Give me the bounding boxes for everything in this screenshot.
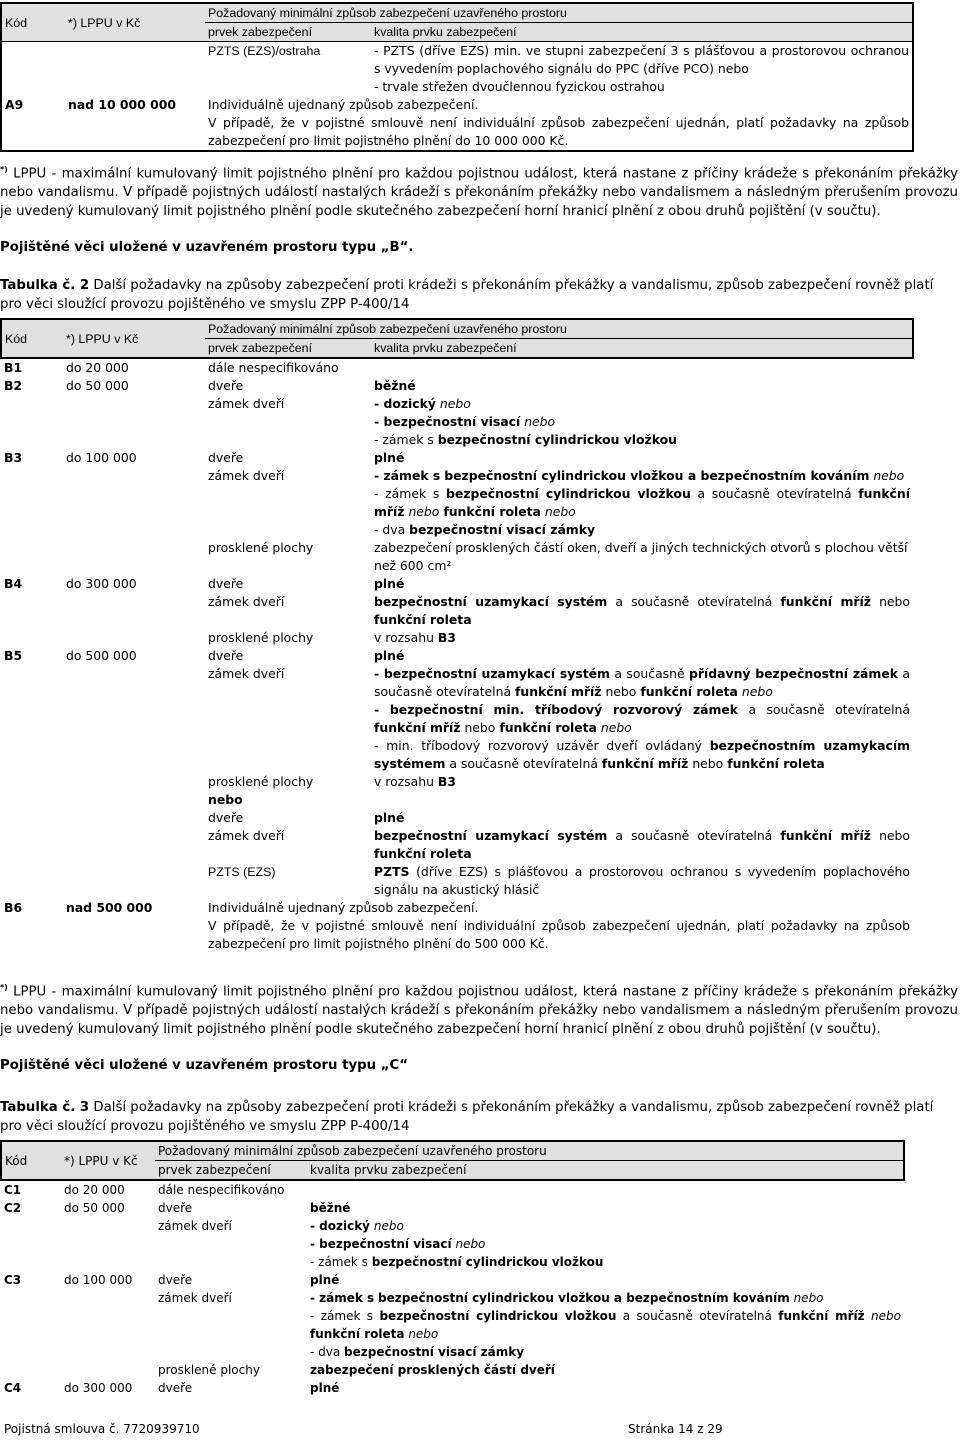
text-bold: funkční mříž: [780, 594, 871, 609]
header-element: prvek zabezpečení: [205, 339, 371, 359]
section-title-b: Pojištěné věci uložené v uzavřeném prostoru typu „B“.: [0, 240, 414, 255]
text-bold: bezpečnostní cylindrickou vložkou: [445, 486, 691, 501]
cell-element: zámek dveří: [158, 1291, 232, 1305]
cell-quality: běžné: [310, 1201, 351, 1215]
cell-element: dále nespecifikováno: [208, 360, 339, 375]
cell-quality: zabezpečení prosklených částí oken, dveří a jiných technických otvorů s plochou větší než 600 cm²: [374, 540, 908, 573]
text-bold: funkční roleta: [640, 684, 738, 699]
text-bold: bezpečnostní cylindrickou vložkou: [371, 1255, 604, 1269]
table-row: [1, 449, 913, 467]
text-bold: bezpečnostní uzamykací systém: [374, 594, 608, 609]
text-bold: - zámek s: [374, 468, 441, 483]
text-bold: bezpečnostním uzamykacím systémem: [374, 738, 910, 771]
text: - zámek s: [374, 486, 440, 501]
cell-code: B2: [4, 378, 23, 393]
text-bold: - bezpečnostní uzamykací systém: [374, 666, 610, 681]
cell-code: C2: [4, 1201, 22, 1215]
table-row: [1, 575, 913, 593]
cell-element: dveře: [158, 1273, 193, 1287]
cell-text: V případě, že v pojistné smlouvě není individuální způsob zabezpečení ujednán, platí požadavky na způsob zabezpečení pro limit pojistného plnění do 10 000 000 Kč.: [208, 115, 909, 148]
text-bold: - bezpečnostní visací: [374, 414, 521, 429]
cell-element: zámek dveří: [208, 666, 285, 681]
text-bold: bezpečnostní cylindrickou vložkou a bezpečnostním kováním: [378, 1291, 790, 1305]
cell-lppu: do 20 000: [66, 360, 129, 375]
cell-quality: plné: [310, 1273, 340, 1287]
text-bold: - bezpečnostní min. tříbodový rozvorový zámek: [374, 702, 739, 717]
table-row: [1, 96, 913, 151]
text-bold: bezpečnostní uzamykací systém: [374, 828, 608, 843]
cell-element: prosklené plochy: [208, 774, 314, 789]
cell-element: prosklené plochy: [208, 630, 314, 645]
cell-code: B1: [4, 360, 23, 375]
table-row: [1, 1217, 904, 1271]
table-b: [0, 318, 914, 953]
text: (dříve EZS) s plášťovou a prostorovou ochranou s vyvedením poplachového signálu na akustický hlásič: [374, 864, 910, 897]
text: - zámek s: [310, 1309, 374, 1323]
cell-quality: plné: [374, 810, 405, 825]
text: a současně otevíratelná: [697, 486, 852, 501]
text-italic: nebo: [871, 1309, 901, 1323]
caption-text: Další požadavky na způsoby zabezpečení proti krádeži s překonáním překážky a vandalismu, způsob zabezpečení rovněž platí pro věci sloužící provozu pojištěného ve smyslu ZPP P-400/14: [0, 1100, 934, 1134]
cell-text: V případě, že v pojistné smlouvě není individuální způsob zabezpečení ujednán, platí požadavky na způsob zabezpečení pro limit pojistného plnění do 500 000 Kč.: [208, 918, 910, 951]
text: - zámek s: [310, 1255, 368, 1269]
header-requirement: Požadovaný minimální způsob zabezpečení uzavřeného prostoru: [155, 1141, 904, 1161]
cell-lppu: do 300 000: [66, 576, 137, 591]
table-row: [1, 358, 913, 377]
table-c: [0, 1140, 905, 1397]
text-bold: bezpečnostní cylindrickou vložkou a bezpečnostním kováním: [444, 468, 870, 483]
text-italic: nebo: [544, 504, 576, 519]
text-italic: nebo: [373, 1219, 404, 1233]
text: nebo: [464, 720, 496, 735]
cell-lppu: do 50 000: [66, 378, 129, 393]
cell-element: dveře: [208, 378, 244, 393]
cell-element: prosklené plochy: [208, 540, 314, 555]
cell-lppu: do 50 000: [64, 1201, 125, 1215]
table-row: [1, 1289, 904, 1361]
cell-element: prosklené plochy: [158, 1363, 260, 1377]
cell-lppu: do 20 000: [64, 1183, 125, 1197]
cell-quality: běžné: [374, 378, 416, 393]
table-row: [1, 539, 913, 575]
table-row: [1, 773, 913, 791]
cell-quality: plné: [374, 648, 405, 663]
table-row: [1, 809, 913, 827]
cell-quality: plné: [374, 450, 405, 465]
cell-code: B5: [4, 648, 23, 663]
text-bold: - zámek s: [310, 1291, 375, 1305]
text-bold: funkční roleta: [443, 504, 541, 519]
text: a současně otevíratelná: [374, 666, 910, 699]
caption-text: Další požadavky na způsoby zabezpečení proti krádeži s překonáním překážky a vandalismu, způsob zabezpečení rovněž platí pro věci sloužící provozu pojištěného ve smyslu ZPP P-400/14: [0, 278, 934, 312]
cell-lppu: nad 10 000 000: [68, 97, 176, 112]
caption-label: Tabulka č. 3: [0, 1100, 90, 1115]
cell-element: dále nespecifikováno: [158, 1183, 285, 1197]
cell-lppu: nad 500 000: [66, 900, 153, 915]
cell-lppu: do 100 000: [66, 450, 137, 465]
table-a-header-row: [1, 3, 913, 23]
text-bold: funkční mříž: [778, 1309, 865, 1323]
text-bold: bezpečnostní cylindrickou vložkou: [379, 1309, 617, 1323]
text: a současně otevíratelná: [615, 594, 773, 609]
footer-contract-number: Pojistná smlouva č. 7720939710: [4, 1422, 200, 1436]
text-bold: funkční roleta: [499, 720, 597, 735]
text-bold: - bezpečnostní visací: [310, 1237, 452, 1251]
text-italic: nebo: [439, 396, 471, 411]
text: - zámek s: [374, 432, 434, 447]
text-bold: funkční mříž: [374, 486, 910, 519]
cell-element: dveře: [208, 576, 244, 591]
text-bold: funkční roleta: [374, 846, 472, 861]
text: a současně otevíratelná: [449, 756, 598, 771]
text-italic: nebo: [873, 468, 905, 483]
text-bold: funkční mříž: [515, 684, 602, 699]
table-row: [1, 1271, 904, 1289]
text: nebo: [879, 828, 910, 843]
text-bold: bezpečnostní visací zámky: [409, 522, 596, 537]
text-bold: přídavný bezpečnostní zámek: [689, 666, 898, 681]
cell-element: nebo: [208, 792, 243, 807]
text-italic: nebo: [793, 1291, 824, 1305]
caption-c: [0, 1098, 958, 1136]
cell-text: Individuálně ujednaný způsob zabezpečení.: [208, 97, 479, 112]
footnote-text: LPPU - maximální kumulovaný limit pojistného plnění pro každou pojistnou událost, která nastane z příčiny krádeže s překonáním překážky nebo vandalismu. V případě pojistných událostí nastalých krádeží s překonáním překážky nebo vandalismem a následným přerušením provozu je uvedený kumulovaný limit pojistného plnění podle skutečného zabezpečení horní hranicí plnění z obou druhů pojištění (v součtu).: [0, 984, 958, 1038]
table-row: [1, 791, 913, 809]
header-lppu: *) LPPU v Kč: [61, 1141, 155, 1180]
cell-element: zámek dveří: [208, 594, 285, 609]
caption-b: [0, 276, 958, 314]
cell-element: dveře: [158, 1381, 193, 1395]
cell-element: dveře: [208, 810, 244, 825]
text-italic: nebo: [455, 1237, 486, 1251]
table-row: [1, 1199, 904, 1217]
text-bold: bezpečnostní cylindrickou vložkou: [437, 432, 678, 447]
table-row: [1, 1180, 904, 1199]
text-bold: funkční roleta: [727, 756, 825, 771]
cell-element: zámek dveří: [208, 468, 285, 483]
text-bold: funkční mříž: [374, 720, 461, 735]
table-row: [1, 395, 913, 449]
header-element: prvek zabezpečení: [205, 23, 371, 42]
cell-element: dveře: [158, 1201, 193, 1215]
header-element: prvek zabezpečení: [155, 1161, 307, 1181]
footnote-mark: *): [0, 983, 8, 992]
header-quality: kvalita prvku zabezpečení: [371, 23, 913, 42]
header-code: Kód: [1, 319, 63, 358]
table-row: [1, 593, 913, 629]
text: a současně: [614, 666, 685, 681]
header-code: Kód: [1, 3, 65, 42]
table-row: [1, 1361, 904, 1379]
footnote-mark: *): [0, 165, 8, 174]
text: v rozsahu: [374, 630, 434, 645]
table-row: [1, 377, 913, 395]
table-row: [1, 629, 913, 647]
header-requirement: Požadovaný minimální způsob zabezpečení uzavřeného prostoru: [205, 319, 913, 339]
text-bold: B3: [437, 774, 456, 789]
header-lppu: *) LPPU v Kč: [65, 3, 205, 42]
text-bold: B3: [437, 630, 456, 645]
table-row: [1, 647, 913, 665]
cell-quality: plné: [374, 576, 405, 591]
cell-code: B4: [4, 576, 23, 591]
table-row: [1, 827, 913, 863]
text-bold: - dozický: [374, 396, 436, 411]
cell-element: dveře: [208, 648, 244, 663]
table-row: [1, 899, 913, 953]
text: nebo: [605, 684, 637, 699]
text-bold: PZTS: [374, 864, 410, 879]
footnote-text: LPPU - maximální kumulovaný limit pojistného plnění pro každou pojistnou událost, která nastane z příčiny krádeže s překonáním překážky nebo vandalismu. V případě pojistných událostí nastalých krádeží s překonáním překážky nebo vandalismem a následným přerušením provozu je uvedený kumulovaný limit pojistného plnění podle skutečného zabezpečení horní hranicí plnění z obou druhů pojištění (v součtu).: [0, 166, 958, 220]
footnote-a: [0, 160, 958, 221]
text-italic: nebo: [408, 1327, 439, 1341]
cell-lppu: do 300 000: [64, 1381, 133, 1395]
cell-element: zámek dveří: [208, 396, 285, 411]
cell-element: dveře: [208, 450, 244, 465]
header-lppu: *) LPPU v Kč: [63, 319, 205, 358]
table-row: [1, 467, 913, 539]
text: - min. tříbodový rozvorový uzávěr dveří ovládaný: [374, 738, 702, 753]
section-title-c: Pojištěné věci uložené v uzavřeném prostoru typu „C“: [0, 1058, 409, 1073]
text: a současně otevíratelná: [622, 1309, 772, 1323]
cell-code: C4: [4, 1381, 22, 1395]
text: nebo: [879, 594, 910, 609]
text-italic: nebo: [524, 414, 556, 429]
text: nebo: [692, 756, 724, 771]
cell-lppu: do 100 000: [64, 1273, 133, 1287]
footnote-b: [0, 978, 958, 1039]
cell-quality: - PZTS (dříve EZS) min. ve stupni zabezpečení 3 s plášťovou a prostorovou ochranou s vyvedením poplachového signálu do PPC (dříve PCO) nebo: [374, 43, 909, 76]
cell-quality: plné: [310, 1381, 340, 1395]
caption-label: Tabulka č. 2: [0, 278, 90, 293]
text-bold: funkční roleta: [310, 1327, 405, 1341]
text: a současně otevíratelná: [615, 828, 773, 843]
table-row: [1, 665, 913, 773]
text: - dva: [374, 522, 406, 537]
cell-text: Individuálně ujednaný způsob zabezpečení.: [208, 900, 479, 915]
cell-code: A9: [5, 97, 24, 112]
text-bold: funkční roleta: [374, 612, 472, 627]
header-quality: kvalita prvku zabezpečení: [371, 339, 913, 359]
cell-lppu: do 500 000: [66, 648, 137, 663]
text-bold: funkční mříž: [780, 828, 871, 843]
text-bold: funkční mříž: [601, 756, 689, 771]
text-italic: nebo: [408, 504, 440, 519]
text-italic: nebo: [600, 720, 632, 735]
table-row: [1, 863, 913, 899]
cell-element: PZTS (EZS): [208, 865, 276, 879]
header-quality: kvalita prvku zabezpečení: [307, 1161, 904, 1181]
text-bold: - dozický: [310, 1219, 371, 1233]
cell-element: zámek dveří: [158, 1219, 232, 1233]
cell-element: PZTS (EZS)/ostraha: [208, 44, 321, 58]
table-a: [0, 2, 914, 152]
cell-quality: - trvale střežen dvoučlennou fyzickou ostrahou: [374, 79, 665, 94]
cell-code: B3: [4, 450, 23, 465]
header-requirement: Požadovaný minimální způsob zabezpečení uzavřeného prostoru: [205, 3, 913, 23]
table-row: [1, 1379, 904, 1397]
text: v rozsahu: [374, 774, 434, 789]
cell-code: B6: [4, 900, 23, 915]
text: - dva: [310, 1345, 341, 1359]
cell-code: C3: [4, 1273, 22, 1287]
cell-code: C1: [4, 1183, 22, 1197]
cell-element: zámek dveří: [208, 828, 285, 843]
table-row: [1, 42, 913, 97]
footer-page-number: Stránka 14 z 29: [628, 1422, 723, 1436]
text-italic: nebo: [741, 684, 773, 699]
header-code: Kód: [1, 1141, 61, 1180]
text-bold: bezpečnostní visací zámky: [344, 1345, 525, 1359]
cell-quality: zabezpečení prosklených částí dveří: [310, 1363, 555, 1377]
text: a současně otevíratelná: [748, 702, 910, 717]
